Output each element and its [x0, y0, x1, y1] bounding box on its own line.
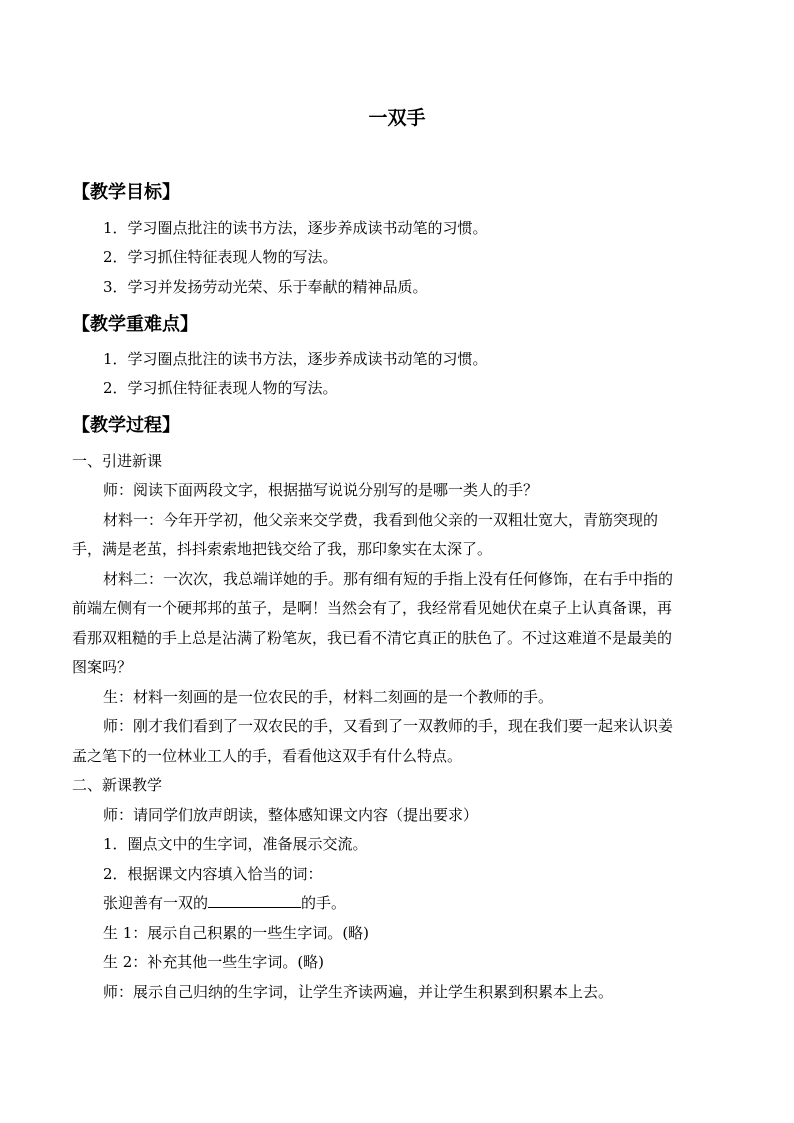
paragraph-line: 生 2：补充其他一些生字词。(略) [103, 953, 325, 971]
paragraph-line: 师：请同学们放声朗读，整体感知课文内容（提出要求） [103, 806, 479, 824]
goal-item: 1．学习圈点批注的读书方法，逐步养成读书动笔的习惯。 [103, 219, 488, 237]
fill-in-suffix: 的手。 [301, 894, 347, 912]
paragraph-line: 师：阅读下面两段文字，根据描写说说分别写的是哪一类人的手？ [103, 481, 539, 499]
paragraph-line: 看那双粗糙的手上总是沾满了粉笔灰，我已看不清它真正的肤色了。不过这难道不是最美的 [72, 629, 673, 647]
key-points-heading: 【教学重难点】 [72, 314, 198, 335]
goal-item: 3．学习并发扬劳动光荣、乐于奉献的精神品质。 [103, 278, 428, 296]
paragraph-line: 1．圈点文中的生字词，准备展示交流。 [103, 835, 368, 853]
document-title: 一双手 [368, 107, 426, 129]
paragraph-line: 前端左侧有一个硬邦邦的茧子，是啊！当然会有了，我经常看见她伏在桌子上认真备课，再 [72, 599, 673, 617]
section-title: 一、引进新课 [72, 452, 163, 470]
paragraph-line: 材料二：一次次，我总端详她的手。那有细有短的手指上没有任何修饰，在右手中指的 [103, 570, 674, 588]
paragraph-line: 生：材料一刻画的是一位农民的手，材料二刻画的是一个教师的手。 [103, 688, 554, 706]
section-title: 二、新课教学 [72, 776, 163, 794]
fill-in-line [103, 893, 346, 913]
paragraph-line: 孟之笔下的一位林业工人的手，看看他这双手有什么特点。 [72, 747, 463, 765]
paragraph-line: 2．根据课文内容填入恰当的词： [103, 865, 323, 883]
paragraph-line: 生 1：展示自己积累的一些生字词。(略) [103, 924, 370, 942]
paragraph-line: 师：刚才我们看到了一双农民的手，又看到了一双教师的手，现在我们要一起来认识姜 [103, 717, 674, 735]
paragraph-line: 师：展示自己归纳的生字词，让学生齐读两遍，并让学生积累到积累本上去。 [103, 983, 614, 1001]
fill-in-blank [208, 893, 301, 908]
fill-in-prefix: 张迎善有一双的 [103, 894, 209, 912]
key-point-item: 1．学习圈点批注的读书方法，逐步养成读书动笔的习惯。 [103, 350, 488, 368]
goal-item: 2．学习抓住特征表现人物的写法。 [103, 248, 338, 266]
goals-heading: 【教学目标】 [72, 182, 180, 203]
key-point-item: 2．学习抓住特征表现人物的写法。 [103, 379, 338, 397]
process-heading: 【教学过程】 [72, 415, 180, 436]
paragraph-line: 材料一：今年开学初，他父亲来交学费，我看到他父亲的一双粗壮宽大，青筋突现的 [103, 511, 659, 529]
paragraph-line: 图案吗？ [72, 658, 133, 676]
paragraph-line: 手，满是老茧，抖抖索索地把钱交给了我，那印象实在太深了。 [72, 540, 493, 558]
